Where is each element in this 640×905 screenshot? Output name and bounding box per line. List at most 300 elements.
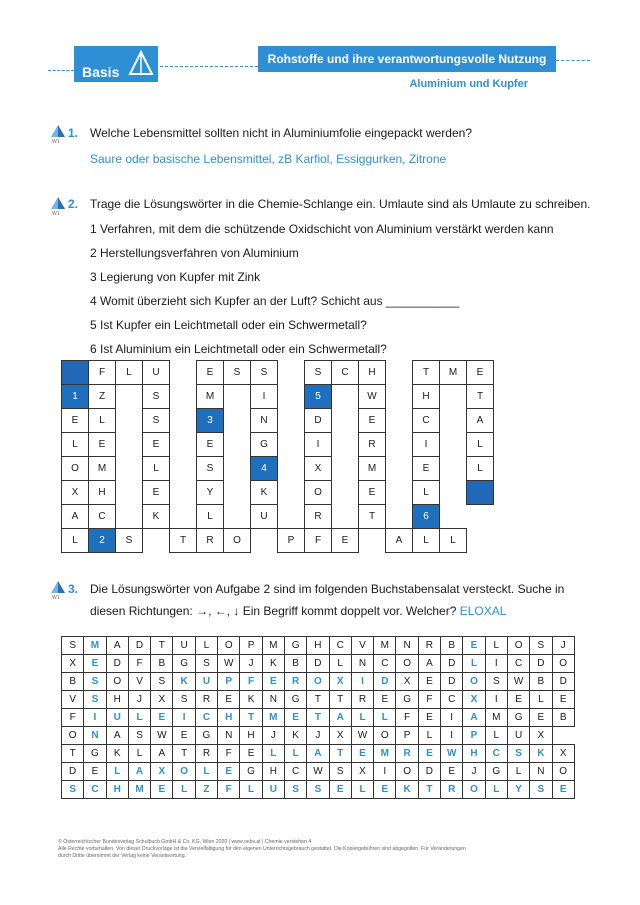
wordsearch-cell: M xyxy=(84,637,106,655)
wordsearch-cell: X xyxy=(151,691,173,709)
wordsearch-cell: O xyxy=(463,781,485,799)
snake-gap xyxy=(278,481,305,505)
page-subtitle: Aluminium und Kupfer xyxy=(409,78,528,90)
snake-gap xyxy=(386,433,413,457)
wordsearch-cell: F xyxy=(128,655,150,673)
wordsearch-cell: J xyxy=(240,655,262,673)
wordsearch-cell: C xyxy=(195,709,217,727)
wordsearch-cell: F xyxy=(218,745,240,763)
wordsearch-cell: B xyxy=(62,673,84,691)
wordsearch-cell: L xyxy=(240,781,262,799)
task-number: 1. xyxy=(68,126,79,140)
snake-letter-cell: L xyxy=(413,481,440,505)
level-label: W1 xyxy=(52,595,60,601)
wordsearch-cell: R xyxy=(418,637,440,655)
wordsearch-cell: A xyxy=(128,763,150,781)
wordsearch-cell: M xyxy=(128,781,150,799)
wordsearch-row xyxy=(62,763,575,781)
snake-gap xyxy=(116,409,143,433)
snake-row xyxy=(62,361,494,385)
wordsearch-cell: E xyxy=(218,691,240,709)
chemistry-snake-grid xyxy=(61,360,494,553)
task-answer: ELOXAL xyxy=(459,604,507,618)
wordsearch-cell: G xyxy=(507,709,529,727)
clue-item: 2 Herstellungsverfahren von Aluminium xyxy=(90,246,299,260)
wordsearch-cell: E xyxy=(218,763,240,781)
wordsearch-cell: S xyxy=(128,727,150,745)
snake-gap xyxy=(332,433,359,457)
snake-gap xyxy=(251,529,278,553)
footer xyxy=(58,839,578,860)
snake-gap xyxy=(170,385,197,409)
wordsearch-cell: M xyxy=(374,745,396,763)
wordsearch-cell: M xyxy=(262,709,284,727)
wordsearch-cell: R xyxy=(195,745,217,763)
wordsearch-cell: E xyxy=(84,655,106,673)
snake-letter-cell: D xyxy=(305,409,332,433)
wordsearch-cell: T xyxy=(151,637,173,655)
snake-letter-cell: P xyxy=(278,529,305,553)
snake-letter-cell: A xyxy=(62,505,89,529)
task-number: 3. xyxy=(68,582,79,596)
wordsearch-cell: C xyxy=(84,781,106,799)
wordsearch-cell: E xyxy=(418,673,440,691)
snake-gap xyxy=(278,457,305,481)
snake-letter-cell: N xyxy=(251,409,278,433)
snake-gap xyxy=(386,481,413,505)
snake-letter-cell: U xyxy=(143,361,170,385)
snake-gap xyxy=(278,361,305,385)
wordsearch-cell: L xyxy=(329,655,351,673)
snake-letter-cell: L xyxy=(89,409,116,433)
clue-item: 3 Legierung von Kupfer mit Zink xyxy=(90,270,261,284)
wordsearch-cell: L xyxy=(463,655,485,673)
snake-marker-cell xyxy=(62,361,89,385)
snake-letter-cell: E xyxy=(89,433,116,457)
snake-row xyxy=(62,529,494,553)
wordsearch-cell: G xyxy=(284,691,306,709)
wordsearch-cell: R xyxy=(195,691,217,709)
snake-letter-cell: S xyxy=(143,385,170,409)
wordsearch-cell: A xyxy=(463,709,485,727)
wordsearch-cell: S xyxy=(329,763,351,781)
wordsearch-cell: E xyxy=(418,745,440,763)
wordsearch-cell: I xyxy=(84,709,106,727)
wordsearch-row xyxy=(62,709,575,727)
wordsearch-cell: L xyxy=(485,637,507,655)
wordsearch-cell: L xyxy=(485,781,507,799)
snake-letter-cell: M xyxy=(89,457,116,481)
wordsearch-cell: H xyxy=(463,745,485,763)
logo-label: Basis xyxy=(82,64,120,80)
wordsearch-cell: D xyxy=(307,655,329,673)
snake-number-cell: 2 xyxy=(89,529,116,553)
wordsearch-cell: N xyxy=(396,637,418,655)
snake-marker-cell xyxy=(467,481,494,505)
wordsearch-cell: H xyxy=(218,709,240,727)
wordsearch-cell: S xyxy=(284,781,306,799)
snake-gap xyxy=(170,505,197,529)
wordsearch-cell: D xyxy=(418,763,440,781)
snake-row xyxy=(62,409,494,433)
wordsearch-cell: N xyxy=(262,691,284,709)
wordsearch-cell: C xyxy=(441,691,463,709)
snake-gap xyxy=(170,457,197,481)
snake-letter-cell: O xyxy=(224,529,251,553)
snake-number-cell: 5 xyxy=(305,385,332,409)
wordsearch-cell: L xyxy=(128,745,150,763)
task-intro: Trage die Lösungswörter in die Chemie-Schlange ein. Umlaute sind als Umlaute zu schreiben. xyxy=(90,197,591,211)
level-icon xyxy=(50,124,70,146)
level-icon xyxy=(50,196,70,218)
wordsearch-cell: B xyxy=(441,637,463,655)
wordsearch-cell: O xyxy=(218,637,240,655)
wordsearch-cell: K xyxy=(173,673,195,691)
wordsearch-cell: P xyxy=(396,727,418,745)
snake-letter-cell: C xyxy=(413,409,440,433)
wordsearch-cell: C xyxy=(485,745,507,763)
wordsearch-cell: E xyxy=(151,781,173,799)
snake-gap xyxy=(332,385,359,409)
wordsearch-cell: M xyxy=(262,637,284,655)
task-number: 2. xyxy=(68,197,79,211)
wordsearch-cell: G xyxy=(84,745,106,763)
wordsearch-row xyxy=(62,781,575,799)
wordsearch-cell: E xyxy=(84,763,106,781)
wordsearch-cell: Z xyxy=(195,781,217,799)
wordsearch-cell: E xyxy=(329,781,351,799)
wordsearch-cell: K xyxy=(396,781,418,799)
wordsearch-cell: A xyxy=(106,637,128,655)
wordsearch-cell: O xyxy=(62,727,84,745)
header-dash-mid xyxy=(160,66,258,67)
wordsearch-cell: N xyxy=(218,727,240,745)
clue-item: 6 Ist Aluminium ein Leichtmetall oder ein Schwermetall? xyxy=(90,342,387,356)
wordsearch-cell: L xyxy=(128,709,150,727)
snake-letter-cell: E xyxy=(413,457,440,481)
snake-row xyxy=(62,433,494,457)
snake-letter-cell: I xyxy=(413,433,440,457)
wordsearch-cell: W xyxy=(441,745,463,763)
wordsearch-cell: O xyxy=(396,655,418,673)
wordsearch-cell: T xyxy=(307,691,329,709)
snake-letter-cell: K xyxy=(251,481,278,505)
wordsearch-cell: L xyxy=(485,727,507,745)
wordsearch-cell: D xyxy=(552,673,574,691)
snake-gap xyxy=(170,409,197,433)
wordsearch-cell: U xyxy=(173,637,195,655)
snake-number-cell: 6 xyxy=(413,505,440,529)
wordsearch-cell: I xyxy=(173,709,195,727)
snake-gap xyxy=(467,505,494,529)
level-label: W1 xyxy=(52,139,60,145)
wordsearch-cell: G xyxy=(396,691,418,709)
wordsearch-cell: X xyxy=(396,673,418,691)
snake-gap xyxy=(278,433,305,457)
wordsearch-cell: J xyxy=(552,637,574,655)
snake-letter-cell: L xyxy=(413,529,440,553)
snake-letter-cell: A xyxy=(386,529,413,553)
wordsearch-cell: S xyxy=(151,673,173,691)
snake-letter-cell: H xyxy=(89,481,116,505)
snake-letter-cell: L xyxy=(467,433,494,457)
snake-letter-cell: G xyxy=(251,433,278,457)
wordsearch-cell: V xyxy=(62,691,84,709)
snake-row xyxy=(62,385,494,409)
wordsearch-cell: N xyxy=(530,763,552,781)
wordsearch-cell: A xyxy=(151,745,173,763)
wordsearch-cell: S xyxy=(530,781,552,799)
snake-gap xyxy=(467,529,494,553)
logo xyxy=(74,46,158,82)
wordsearch-cell: O xyxy=(552,655,574,673)
snake-letter-cell: E xyxy=(62,409,89,433)
footer-copyright: © Österreichischer Bundesverlag Schulbuch GmbH & Co. KG, Wien 2020 | www.oebv.at | Chemie verstehen 4 xyxy=(58,839,312,845)
snake-gap xyxy=(224,409,251,433)
snake-gap xyxy=(440,457,467,481)
wordsearch-cell: L xyxy=(418,727,440,745)
snake-letter-cell: U xyxy=(251,505,278,529)
wordsearch-cell: G xyxy=(284,637,306,655)
wordsearch-cell: L xyxy=(284,745,306,763)
snake-letter-cell: L xyxy=(197,505,224,529)
wordsearch-cell: X xyxy=(530,727,552,745)
snake-letter-cell: L xyxy=(62,433,89,457)
snake-letter-cell: S xyxy=(116,529,143,553)
wordsearch-row xyxy=(62,745,575,763)
snake-letter-cell: R xyxy=(305,505,332,529)
snake-letter-cell: L xyxy=(143,457,170,481)
wordsearch-cell: O xyxy=(396,763,418,781)
snake-gap xyxy=(440,409,467,433)
snake-letter-cell: H xyxy=(359,361,386,385)
wordsearch-cell: B xyxy=(530,673,552,691)
wordsearch-cell: C xyxy=(329,637,351,655)
wordsearch-cell: J xyxy=(463,763,485,781)
wordsearch-cell: B xyxy=(284,655,306,673)
wordsearch-cell: X xyxy=(463,691,485,709)
snake-row xyxy=(62,457,494,481)
wordsearch-cell: E xyxy=(552,691,574,709)
snake-letter-cell: L xyxy=(467,457,494,481)
wordsearch-cell: L xyxy=(195,637,217,655)
wordsearch-cell: S xyxy=(84,691,106,709)
wordsearch-cell: W xyxy=(351,727,373,745)
wordsearch-cell: U xyxy=(106,709,128,727)
wordsearch-cell: R xyxy=(351,691,373,709)
wordsearch-cell: D xyxy=(62,763,84,781)
snake-gap xyxy=(170,361,197,385)
wordsearch-cell: S xyxy=(507,745,529,763)
wordsearch-cell: X xyxy=(552,745,574,763)
wordsearch-cell: H xyxy=(262,763,284,781)
snake-letter-cell: E xyxy=(467,361,494,385)
wordsearch-cell: O xyxy=(463,673,485,691)
snake-gap xyxy=(440,385,467,409)
wordsearch-row xyxy=(62,637,575,655)
wordsearch-cell: A xyxy=(106,727,128,745)
header-dash-right xyxy=(556,60,590,61)
wordsearch-cell: E xyxy=(284,709,306,727)
snake-gap xyxy=(116,385,143,409)
wordsearch-cell: C xyxy=(374,655,396,673)
snake-letter-cell: E xyxy=(332,529,359,553)
snake-letter-cell: H xyxy=(413,385,440,409)
wordsearch-cell: B xyxy=(552,709,574,727)
task-question: Welche Lebensmittel sollten nicht in Aluminiumfolie eingepackt werden? xyxy=(90,126,472,140)
level-icon xyxy=(50,580,70,602)
wordsearch-cell: E xyxy=(530,709,552,727)
wordsearch-cell: X xyxy=(329,727,351,745)
wordsearch-cell: T xyxy=(418,781,440,799)
wordsearch-cell: L xyxy=(351,781,373,799)
wordsearch-cell: S xyxy=(84,673,106,691)
wordsearch-cell: P xyxy=(218,673,240,691)
wordsearch-cell: L xyxy=(530,691,552,709)
wordsearch-cell: L xyxy=(173,781,195,799)
wordsearch-cell: O xyxy=(307,673,329,691)
snake-gap xyxy=(278,385,305,409)
snake-gap xyxy=(332,409,359,433)
wordsearch-cell: X xyxy=(351,763,373,781)
wordsearch-cell: J xyxy=(128,691,150,709)
wordsearch-cell: W xyxy=(151,727,173,745)
snake-letter-cell: M xyxy=(197,385,224,409)
task-answer: Saure oder basische Lebensmittel, zB Karfiol, Essiggurken, Zitrone xyxy=(90,152,447,166)
wordsearch-cell: B xyxy=(151,655,173,673)
wordsearch-cell: H xyxy=(307,637,329,655)
wordsearch-cell: I xyxy=(374,763,396,781)
wordsearch-cell: O xyxy=(106,673,128,691)
wordsearch-cell: E xyxy=(351,745,373,763)
snake-letter-cell: T xyxy=(467,385,494,409)
wordsearch-cell: F xyxy=(396,709,418,727)
wordsearch-cell: P xyxy=(240,637,262,655)
snake-gap xyxy=(440,481,467,505)
wordsearch-cell: T xyxy=(329,745,351,763)
snake-row xyxy=(62,481,494,505)
wordsearch-cell: V xyxy=(351,637,373,655)
snake-letter-cell: E xyxy=(143,481,170,505)
snake-letter-cell: I xyxy=(305,433,332,457)
page-title: Rohstoffe und ihre verantwortungsvolle Nutzung xyxy=(258,46,556,72)
snake-letter-cell: E xyxy=(143,433,170,457)
wordsearch-cell: I xyxy=(485,655,507,673)
wordsearch-cell: P xyxy=(463,727,485,745)
snake-letter-cell: K xyxy=(143,505,170,529)
snake-letter-cell: S xyxy=(224,361,251,385)
wordsearch-cell: U xyxy=(195,673,217,691)
snake-letter-cell: X xyxy=(62,481,89,505)
snake-letter-cell: L xyxy=(440,529,467,553)
wordsearch-cell: K xyxy=(262,655,284,673)
snake-letter-cell: A xyxy=(467,409,494,433)
wordsearch-cell: I xyxy=(441,709,463,727)
wordsearch-cell: E xyxy=(173,727,195,745)
wordsearch-cell: V xyxy=(128,673,150,691)
wordsearch-cell: G xyxy=(485,763,507,781)
wordsearch-cell: L xyxy=(507,763,529,781)
wordsearch-cell: D xyxy=(374,673,396,691)
snake-letter-cell: L xyxy=(62,529,89,553)
wordsearch-cell: S xyxy=(173,691,195,709)
wordsearch-cell: K xyxy=(240,691,262,709)
wordsearch-cell: E xyxy=(374,691,396,709)
wordsearch-cell: L xyxy=(195,763,217,781)
triangle-icon xyxy=(128,50,154,76)
wordsearch-cell: D xyxy=(441,673,463,691)
task-line1: Die Lösungswörter von Aufgabe 2 sind im folgenden Buchstabensalat versteckt. Suche in xyxy=(90,582,565,596)
snake-letter-cell: T xyxy=(170,529,197,553)
wordsearch-cell: U xyxy=(262,781,284,799)
wordsearch-cell: T xyxy=(62,745,84,763)
snake-letter-cell: F xyxy=(89,361,116,385)
wordsearch-cell: I xyxy=(441,727,463,745)
snake-letter-cell: R xyxy=(197,529,224,553)
snake-letter-cell: S xyxy=(143,409,170,433)
wordsearch-cell: C xyxy=(507,655,529,673)
wordsearch-cell: W xyxy=(218,655,240,673)
snake-letter-cell: Y xyxy=(197,481,224,505)
wordsearch-cell: K xyxy=(530,745,552,763)
wordsearch-cell: J xyxy=(307,727,329,745)
snake-gap xyxy=(143,529,170,553)
wordsearch-cell: F xyxy=(418,691,440,709)
wordsearch-cell: E xyxy=(507,691,529,709)
snake-letter-cell: T xyxy=(413,361,440,385)
wordsearch-cell: R xyxy=(284,673,306,691)
wordsearch-cell: C xyxy=(284,763,306,781)
wordsearch-cell: G xyxy=(173,655,195,673)
wordsearch-cell: U xyxy=(507,727,529,745)
wordsearch-cell: T xyxy=(329,691,351,709)
snake-number-cell: 1 xyxy=(62,385,89,409)
snake-gap xyxy=(170,433,197,457)
wordsearch-cell: K xyxy=(284,727,306,745)
snake-gap xyxy=(386,361,413,385)
wordsearch-cell: X xyxy=(151,763,173,781)
snake-gap xyxy=(386,457,413,481)
wordsearch-cell: E xyxy=(552,781,574,799)
wordsearch-cell: Y xyxy=(507,781,529,799)
snake-gap xyxy=(386,385,413,409)
wordsearch-cell: J xyxy=(262,727,284,745)
clue-item: 4 Womit überzieht sich Kupfer an der Luft? Schicht aus ___________ xyxy=(90,294,460,308)
snake-gap xyxy=(359,529,386,553)
level-label: W1 xyxy=(52,211,60,217)
wordsearch-cell: K xyxy=(106,745,128,763)
footer-liability: durch Dritte übernimmt der Verlag keine Verantwortung. xyxy=(58,853,187,859)
snake-gap xyxy=(224,505,251,529)
wordsearch-cell: S xyxy=(195,655,217,673)
wordsearch-cell: H xyxy=(106,691,128,709)
snake-gap xyxy=(440,433,467,457)
snake-letter-cell: I xyxy=(251,385,278,409)
wordsearch-cell: X xyxy=(62,655,84,673)
wordsearch-cell: S xyxy=(307,781,329,799)
snake-gap xyxy=(332,505,359,529)
snake-letter-cell: C xyxy=(89,505,116,529)
wordsearch-cell: R xyxy=(396,745,418,763)
wordsearch-cell: S xyxy=(62,781,84,799)
wordsearch-cell: T xyxy=(307,709,329,727)
wordsearch-cell: N xyxy=(351,655,373,673)
wordsearch-cell: H xyxy=(240,727,262,745)
wordsearch-cell: T xyxy=(173,745,195,763)
snake-number-cell: 4 xyxy=(251,457,278,481)
wordsearch-cell: T xyxy=(240,709,262,727)
wordsearch-cell: A xyxy=(418,655,440,673)
